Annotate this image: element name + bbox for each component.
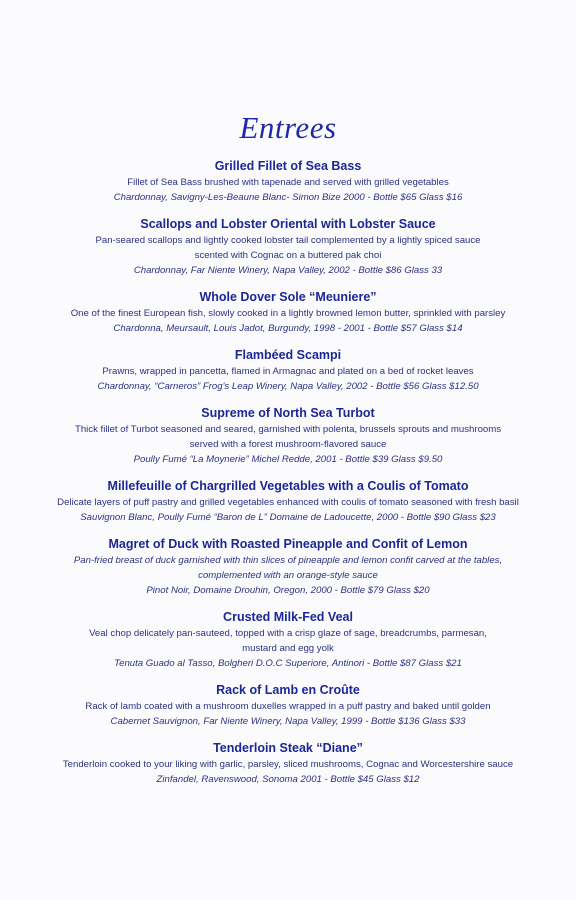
dish-description: Tenderloin cooked to your liking with garlic, parsley, sliced mushrooms, Cognac and Worcestershire sauce bbox=[62, 759, 514, 770]
wine-pairing: Pinot Noir, Domaine Drouhin, Oregon, 2000 - Bottle $79 Glass $20 bbox=[146, 585, 430, 596]
dish-description: Veal chop delicately pan-sauteed, topped with a crisp glaze of sage, breadcrumbs, parmesan, bbox=[89, 628, 487, 639]
dish-description: Delicate layers of puff pastry and grilled vegetables enhanced with coulis of tomato seasoned with fresh basil bbox=[57, 497, 519, 508]
dish-name: Scallops and Lobster Oriental with Lobster Sauce bbox=[140, 217, 436, 231]
dish-name: Rack of Lamb en Croûte bbox=[216, 683, 360, 697]
wine-pairing: Zinfandel, Ravenswood, Sonoma 2001 - Bottle $45 Glass $12 bbox=[156, 774, 420, 785]
menu-item bbox=[0, 478, 576, 525]
dish-description: Rack of lamb coated with a mushroom duxelles wrapped in a puff pastry and baked until golden bbox=[85, 701, 491, 712]
dish-description: mustard and egg yolk bbox=[242, 643, 334, 654]
dish-description: Pan-seared scallops and lightly cooked lobster tail complemented by a lightly spiced sauce bbox=[95, 235, 481, 246]
wine-pairing: Pan-fried breast of duck garnished with thin slices of pineapple and lemon confit carved at the tables, bbox=[73, 555, 503, 566]
menu-item bbox=[0, 740, 576, 787]
dish-name: Magret of Duck with Roasted Pineapple and Confit of Lemon bbox=[108, 537, 468, 551]
page-title: Entrees bbox=[239, 110, 337, 145]
menu-item bbox=[0, 609, 576, 671]
wine-pairing: Sauvignon Blanc, Poully Fumé “Baron de L” Domaine de Ladoucette, 2000 - Bottle $90 Glass $23 bbox=[80, 512, 496, 523]
wine-pairing: Tenuta Guado al Tasso, Bolgheri D.O.C Superiore, Antinori - Bottle $87 Glass $21 bbox=[114, 658, 462, 669]
dish-description: scented with Cognac on a buttered pak choi bbox=[194, 250, 382, 261]
wine-pairing: Poully Fumé “La Moynerie” Michel Redde, 2001 - Bottle $39 Glass $9.50 bbox=[133, 454, 443, 465]
dish-name: Tenderloin Steak “Diane” bbox=[213, 741, 363, 755]
menu-items-list bbox=[0, 158, 576, 798]
dish-name: Crusted Milk-Fed Veal bbox=[223, 610, 353, 624]
dish-name: Whole Dover Sole “Meuniere” bbox=[199, 290, 377, 304]
menu-item bbox=[0, 289, 576, 336]
dish-description: served with a forest mushroom-flavored sauce bbox=[189, 439, 387, 450]
wine-pairing: Chardonnay, Far Niente Winery, Napa Valley, 2002 - Bottle $86 Glass 33 bbox=[133, 265, 443, 276]
menu-item bbox=[0, 682, 576, 729]
dish-description: Fillet of Sea Bass brushed with tapenade and served with grilled vegetables bbox=[127, 177, 449, 188]
wine-pairing: Chardonnay, “Carneros” Frog's Leap Winery, Napa Valley, 2002 - Bottle $56 Glass $12.50 bbox=[97, 381, 479, 392]
dish-name: Millefeuille of Chargrilled Vegetables with a Coulis of Tomato bbox=[107, 479, 469, 493]
wine-pairing: complemented with an orange-style sauce bbox=[198, 570, 378, 581]
dish-description: One of the finest European fish, slowly cooked in a lightly browned lemon butter, sprinkled with parsley bbox=[70, 308, 506, 319]
dish-description: Prawns, wrapped in pancetta, flamed in Armagnac and plated on a bed of rocket leaves bbox=[102, 366, 474, 377]
menu-item bbox=[0, 405, 576, 467]
menu-item bbox=[0, 158, 576, 205]
dish-name: Flambéed Scampi bbox=[234, 348, 342, 362]
dish-name: Supreme of North Sea Turbot bbox=[201, 406, 375, 420]
menu-item bbox=[0, 347, 576, 394]
menu-item bbox=[0, 216, 576, 278]
menu-item bbox=[0, 536, 576, 598]
wine-pairing: Chardonnay, Savigny-Les-Beaune Blanc- Simon Bize 2000 - Bottle $65 Glass $16 bbox=[113, 192, 463, 203]
wine-pairing: Chardonna, Meursault, Louis Jadot, Burgundy, 1998 - 2001 - Bottle $57 Glass $14 bbox=[113, 323, 463, 334]
dish-name: Grilled Fillet of Sea Bass bbox=[214, 159, 362, 173]
dish-description: Thick fillet of Turbot seasoned and seared, garnished with polenta, brussels sprouts and mushrooms bbox=[74, 424, 502, 435]
wine-pairing: Cabernet Sauvignon, Far Niente Winery, Napa Valley, 1999 - Bottle $136 Glass $33 bbox=[110, 716, 466, 727]
